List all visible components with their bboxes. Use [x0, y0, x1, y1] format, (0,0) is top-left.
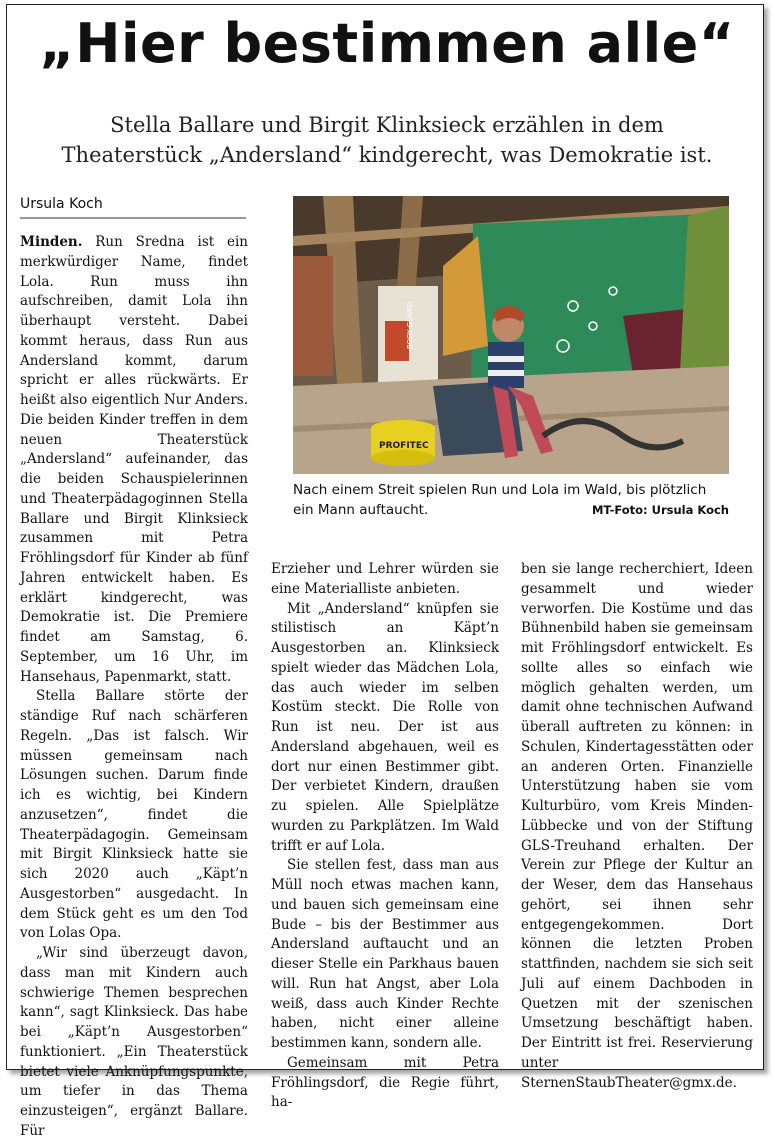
paragraph-text: Run Sredna ist ein merkwürdiger Name, findet Lola. Run muss ihn aufschreiben, damit Lola ihn überhaupt versteht. Dabei kommt heraus, dass Run aus Andersland kommt, darum spricht er alles rückwärts. Er heißt also eigentlich Nur Anders. Die beiden Kinder treffen in dem neuen Theaterstück „Andersland“ aufeinander, das die beiden Schauspielerinnen und Theaterpädagoginnen Stella Ballare und Birgit Klinksieck zusammen mit Petra Fröhlingsdorf für Kinder ab fünf Jahren entwickelt haben. Es erklärt kindgerecht, was Demokratie ist. Die Premiere findet am Samstag, 6. September, um 16 Uhr, im Hansehaus, Papenmarkt, statt. — [20, 234, 248, 685]
paragraph: „Wir sind überzeugt davon, dass man mit Kindern auch schwierige Themen besprechen kann“, sagt Klinksieck. Das habe bei „Käpt’n Ausgestorben“ funktioniert. „Ein Theaterstück bietet viele Anknüpfungspunkte, um tiefer in das Thema einzusteigen“, ergänzt Ballare. Für — [20, 945, 248, 1139]
paragraph: Stella Ballare störte der ständige Ruf nach schärferen Regeln. „Das ist falsch. Wir müssen gemeinsam nach Lösungen suchen. Darum finde ich es wichtig, bei Kindern anzusetzen“, findet die Theaterpädagogin. Gemeinsam mit Birgit Klinksieck hatte sie sich 2020 auch „Käpt’n Ausgestorben“ ausgedacht. In dem Stück geht es um den Tod von Lolas Opa. — [20, 688, 248, 942]
text-column-3 — [521, 560, 753, 1093]
text-column-1 — [20, 233, 248, 1142]
dateline: Minden. — [20, 234, 83, 250]
paragraph: ben sie lange recherchiert, Ideen gesammelt und wieder verworfen. Die Kostüme und das Bühnenbild haben sie gemeinsam mit Fröhlingsdorf entwickelt. Es sollte alles so einfach wie möglich gehalten werden, um damit ohne technischen Aufwand überall auftreten zu können: in Schulen, Kindertagesstätten oder an anderen Orten. Finanzielle Unterstützung haben sie vom Kulturbüro, vom Kreis Minden-Lübbecke und von der Stiftung GLS-Treuhand erhalten. Der Verein zur Pflege der Kultur an der Weser, dem das Hansehaus gehört, sei ihnen sehr entgegengekommen. Dort können die letzten Proben stattfinden, nachdem sie sich seit Juli auf einem Dachboden in Quetzen mit der szenischen Umsetzung beschäftigt haben. Der Eintritt ist frei. Reservierung unter SternenStaubTheater@gmx.de. — [521, 561, 753, 1091]
paragraph: Sie stellen fest, dass man aus Müll noch etwas machen kann, und bauen sich gemeinsam eine Bude – bis der Bestimmer aus Andersland auftaucht und an dieser Stelle ein Parkhaus bauen will. Run hat Angst, aber Lola weiß, dass auch Kinder Rechte haben, nicht einer alleine bestimmen kann, sondern alle. — [271, 857, 499, 1051]
headline: „Hier bestimmen alle“ — [39, 12, 735, 75]
photo-caption: Nach einem Streit spielen Run und Lola im Wald, bis plötzlich ein Mann auftaucht. — [293, 482, 707, 518]
paragraph: Mit „Andersland“ knüpfen sie stilistisch an Käpt’n Ausgestorben an. Klinksieck spielt wieder das Mädchen Lola, das auch wieder im selben Kostüm steckt. Die Rolle von Run ist neu. Der ist aus Andersland abgehauen, weil es dort nur einen Bestimmer gibt. Der verbietet Kindern, draußen zu spielen. Alle Spielplätze wurden zu Parkplätzen. Im Wald trifft er auf Lola. — [271, 600, 499, 854]
box-label: BODY GUARD — [406, 301, 414, 349]
bucket-label: PROFITEC — [379, 441, 429, 451]
subtitle — [0, 110, 774, 170]
subtitle-line: Stella Ballare und Birgit Klinksieck erzählen in dem — [110, 113, 664, 137]
paragraph — [20, 233, 248, 687]
author-byline: Ursula Koch — [20, 194, 246, 219]
paragraph: Erzieher und Lehrer würden sie eine Materialliste anbieten. — [271, 561, 499, 597]
paragraph: Gemeinsam mit Petra Fröhlingsdorf, die Regie führt, ha- — [271, 1054, 499, 1111]
article-photo — [293, 196, 729, 474]
photo-credit: MT-Foto: Ursula Koch — [591, 503, 729, 517]
subtitle-line: Theaterstück „Andersland“ kindgerecht, was Demokratie ist. — [61, 143, 713, 167]
text-column-2 — [271, 560, 499, 1113]
photo-illustration — [293, 196, 729, 474]
